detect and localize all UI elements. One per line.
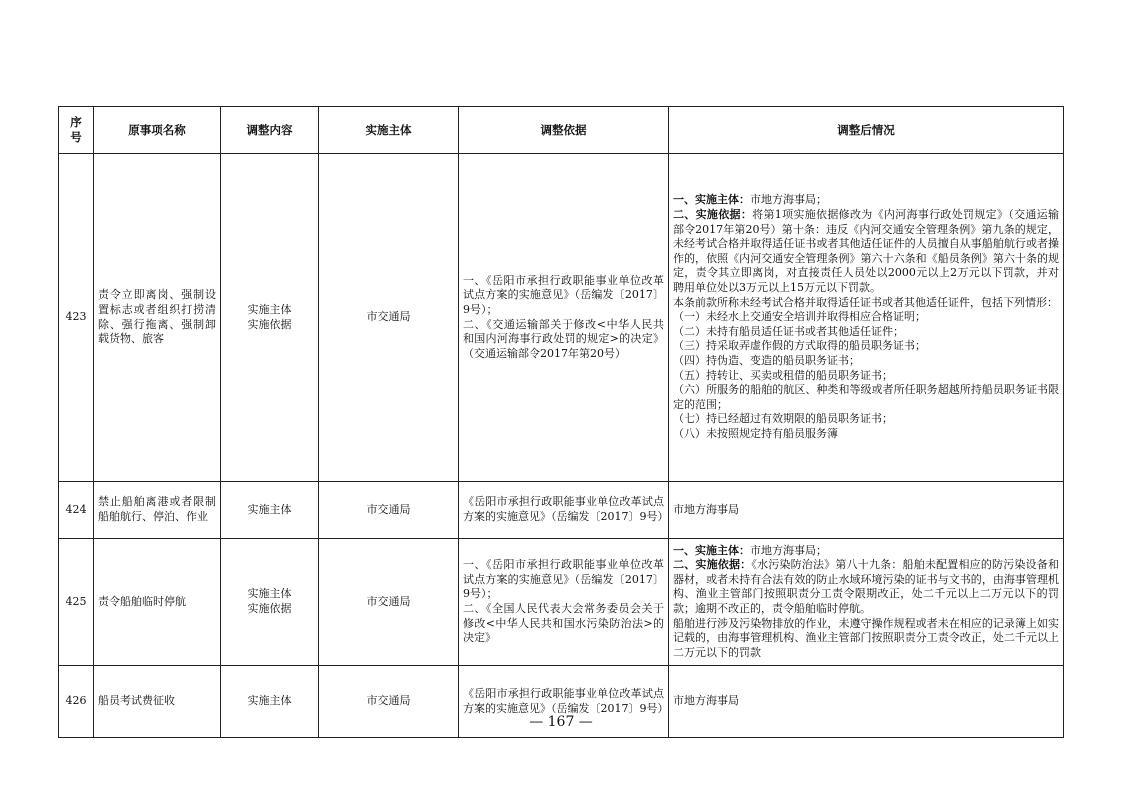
after-label: 一、实施主体： [673, 543, 750, 557]
basis-line: 一、《岳阳市承担行政职能事业单位改革试点方案的实施意见》（岳编发〔2017〕9号）； [463, 273, 664, 316]
page-number: — 167 — [529, 714, 593, 730]
after-label: 二、实施依据： [673, 208, 753, 222]
row-seq: 425 [59, 539, 94, 666]
header-subject: 实施主体 [319, 107, 459, 154]
after-text: （八）未按照规定持有船员服务簿 [673, 426, 838, 440]
row-seq: 426 [59, 666, 94, 738]
table-body [59, 154, 1064, 738]
row-after [669, 539, 1064, 666]
after-text: 市地方海事局； [750, 193, 827, 207]
after-paragraph [673, 296, 1059, 311]
after-paragraph [673, 369, 1059, 384]
row-subject: 市交通局 [319, 666, 459, 738]
adjust-content-line: 实施依据 [247, 602, 292, 615]
after-text: （三）持采取弄虚作假的方式取得的船员职务证书； [673, 339, 926, 353]
after-paragraph [673, 208, 1059, 296]
table-row [59, 154, 1064, 482]
row-basis [459, 482, 669, 539]
row-item-name: 船员考试费征收 [94, 666, 221, 738]
after-paragraph [673, 339, 1059, 354]
row-item-name: 禁止船舶离港或者限制船舶航行、停泊、作业 [94, 482, 221, 539]
after-paragraph [673, 544, 1059, 559]
adjust-content-line: 实施依据 [247, 317, 292, 331]
row-subject: 市交通局 [319, 482, 459, 539]
header-name: 原事项名称 [94, 107, 221, 154]
after-paragraph [673, 694, 1059, 709]
basis-line: 一、《岳阳市承担行政职能事业单位改革试点方案的实施意见》（岳编发〔2017〕9号）； [463, 558, 664, 601]
after-label: 一、实施主体： [673, 193, 750, 207]
header-seq: 序号 [59, 107, 94, 154]
after-paragraph [673, 354, 1059, 369]
after-text: 船舶进行涉及污染物排放的作业，未遵守操作规程或者未在相应的记录簿上如实记载的，由海事管理机构、渔业主管部门按照职责分工责令改正，处二千元以上二万元以下的罚款 [673, 616, 1059, 659]
after-label: 二、实施依据： [673, 558, 752, 572]
after-text: （一）未经水上交通安全培训并取得相应合格证明； [673, 310, 926, 324]
row-after [669, 154, 1064, 482]
after-paragraph [673, 558, 1059, 616]
adjust-content-line: 实施主体 [247, 502, 292, 516]
row-basis [459, 154, 669, 482]
after-paragraph [673, 412, 1059, 427]
after-paragraph [673, 310, 1059, 325]
adjust-content-line: 实施主体 [247, 587, 292, 601]
after-text: 市地方海事局 [673, 694, 739, 708]
after-paragraph [673, 325, 1059, 340]
basis-line: 二、《全国人民代表大会常务委员会关于修改<中华人民共和国水污染防治法>的决定》 [463, 602, 664, 645]
after-text: 市地方海事局 [673, 502, 739, 516]
row-after [669, 482, 1064, 539]
after-text: （六）所服务的船舶的航区、种类和等级或者所任职务超越所持船员职务证书限定的范围； [673, 383, 1059, 411]
after-text: （二）未持有船员适任证书或者其他适任证件； [673, 324, 904, 338]
after-text: （五）持转让、买卖或租借的船员职务证书； [673, 368, 893, 382]
after-text: （七）持已经超过有效期限的船员职务证书； [673, 412, 893, 426]
after-text: 本条前款所称未经考试合格并取得适任证书或者其他适任证件，包括下列情形： [673, 295, 1058, 309]
header-content: 调整内容 [221, 107, 319, 154]
header-after: 调整后情况 [669, 107, 1064, 154]
after-paragraph [673, 503, 1059, 518]
table-header-row [59, 107, 1064, 154]
row-seq: 423 [59, 154, 94, 482]
after-text: （四）持伪造、变造的船员职务证书； [673, 353, 860, 367]
table-row [59, 539, 1064, 666]
after-paragraph [673, 193, 1059, 208]
row-adjust-content [221, 154, 319, 482]
row-item-name: 责令立即离岗、强制设置标志或者组织打捞清除、强行拖离、强制卸载货物、旅客 [94, 154, 221, 482]
basis-line: 《岳阳市承担行政职能事业单位改革试点方案的实施意见》（岳编发〔2017〕9号） [463, 495, 669, 523]
row-item-name: 责令船舶临时停航 [94, 539, 221, 666]
after-paragraph [673, 617, 1059, 661]
after-text: 将第1项实施依据修改为《内河海事行政处罚规定》（交通运输部令2017年第20号）第十条：违反《内河交通安全管理条例》第九条的规定，未经考试合格并取得适任证书或者其他适任证件的人员擅自从事船舶航行或者操作的，依照《内河交通安全管理条例》第六十六条和《船员条例》第六十条的规定，责令其立即离岗，对直接责任人员处以2000元以上2万元以下罚款，并对聘用单位处以3万元以上15万元以下罚款。 [673, 208, 1060, 295]
adjust-content-line: 实施主体 [247, 694, 292, 708]
after-paragraph [673, 383, 1059, 412]
adjustment-table [58, 106, 1064, 738]
after-text: 市地方海事局； [750, 543, 827, 557]
row-subject: 市交通局 [319, 154, 459, 482]
row-basis [459, 539, 669, 666]
row-adjust-content [221, 539, 319, 666]
basis-line: 《岳阳市承担行政职能事业单位改革试点方案的实施意见》（岳编发〔2017〕9号） [463, 686, 669, 715]
adjust-content-line: 实施主体 [247, 302, 292, 316]
table-row [59, 482, 1064, 539]
row-subject: 市交通局 [319, 539, 459, 666]
basis-line: 二、《交通运输部关于修改<中华人民共和国内河海事行政处罚的规定>的决定》（交通运输部令2017年第20号） [463, 317, 664, 360]
header-basis: 调整依据 [459, 107, 669, 154]
row-seq: 424 [59, 482, 94, 539]
row-adjust-content [221, 482, 319, 539]
after-text: 《水污染防治法》第八十九条：船舶未配置相应的防污染设备和器材，或者未持有合法有效的防止水域环境污染的证书与文书的，由海事管理机构、渔业主管部门按照职责分工责令限期改正，处二千元以上二万元以下的罚款；逾期不改正的，责令船舶临时停航。 [673, 558, 1060, 615]
after-paragraph [673, 427, 1059, 442]
